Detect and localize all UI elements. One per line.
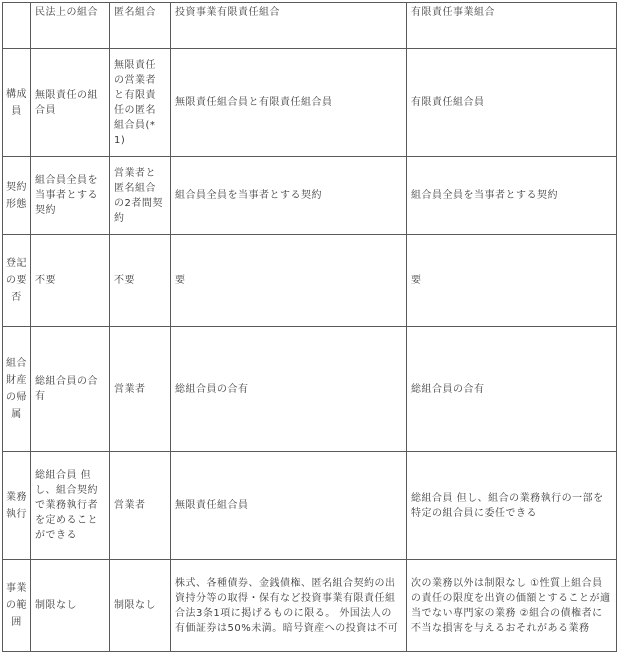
table-row-business-scope [3,560,617,652]
table-row-registration [3,235,617,327]
table-row-property [3,327,617,452]
header-investment-lps: 投資事業有限責任組合 [171,3,407,49]
table-cell: 組合員全員を当事者とする契約 [31,157,110,235]
header-llp: 有限責任事業組合 [407,3,617,49]
table-row-contract [3,157,617,235]
table-cell: 総組合員 但し、組合の業務執行の一部を特定の組合員に委任できる [407,452,617,560]
row-label: 登記の要否 [3,235,31,327]
comparison-table [2,2,617,652]
header-silent-partnership: 匿名組合 [110,3,171,49]
table-cell: 無限責任の営業者と有限責任の匿名組合員(*1) [110,49,171,157]
row-label: 業務執行 [3,452,31,560]
row-label: 契約形態 [3,157,31,235]
table-cell: 営業者 [110,452,171,560]
table-cell: 総組合員 但し、組合契約で業務執行者を定めることができる [31,452,110,560]
table-cell: 営業者と匿名組合の2者間契約 [110,157,171,235]
row-label: 事業の範囲 [3,560,31,652]
table-cell: 組合員全員を当事者とする契約 [171,157,407,235]
table-cell: 有限責任組合員 [407,49,617,157]
table-row-members [3,49,617,157]
table-cell: 不要 [31,235,110,327]
header-row [3,3,617,49]
table-cell: 無限責任の組合員 [31,49,110,157]
table-cell: 次の業務以外は制限なし ①性質上組合員の責任の限度を出資の価額とすることが適当でない専門家の業務 ②組合の債権者に不当な損害を与えるおそれがある業務 [407,560,617,652]
table-cell: 総組合員の合有 [171,327,407,452]
table-cell: 総組合員の合有 [31,327,110,452]
header-civil-partnership: 民法上の組合 [31,3,110,49]
table-cell: 不要 [110,235,171,327]
table-cell: 要 [171,235,407,327]
table-cell: 制限なし [31,560,110,652]
row-label: 組合財産の帰属 [3,327,31,452]
table-cell: 無限責任組合員と有限責任組合員 [171,49,407,157]
header-corner [3,3,31,49]
row-label: 構成員 [3,49,31,157]
table-cell: 営業者 [110,327,171,452]
table-cell: 制限なし [110,560,171,652]
table-cell: 要 [407,235,617,327]
table-cell: 組合員全員を当事者とする契約 [407,157,617,235]
table-cell: 無限責任組合員 [171,452,407,560]
table-cell: 株式、各種債券、金銭債権、匿名組合契約の出資持分等の取得・保有など投資事業有限責任組合法3条1項に掲げるものに限る。 外国法人の有価証券は50%未満。暗号資産への投資は不可 [171,560,407,652]
table-row-business-execution [3,452,617,560]
table-cell: 総組合員の合有 [407,327,617,452]
